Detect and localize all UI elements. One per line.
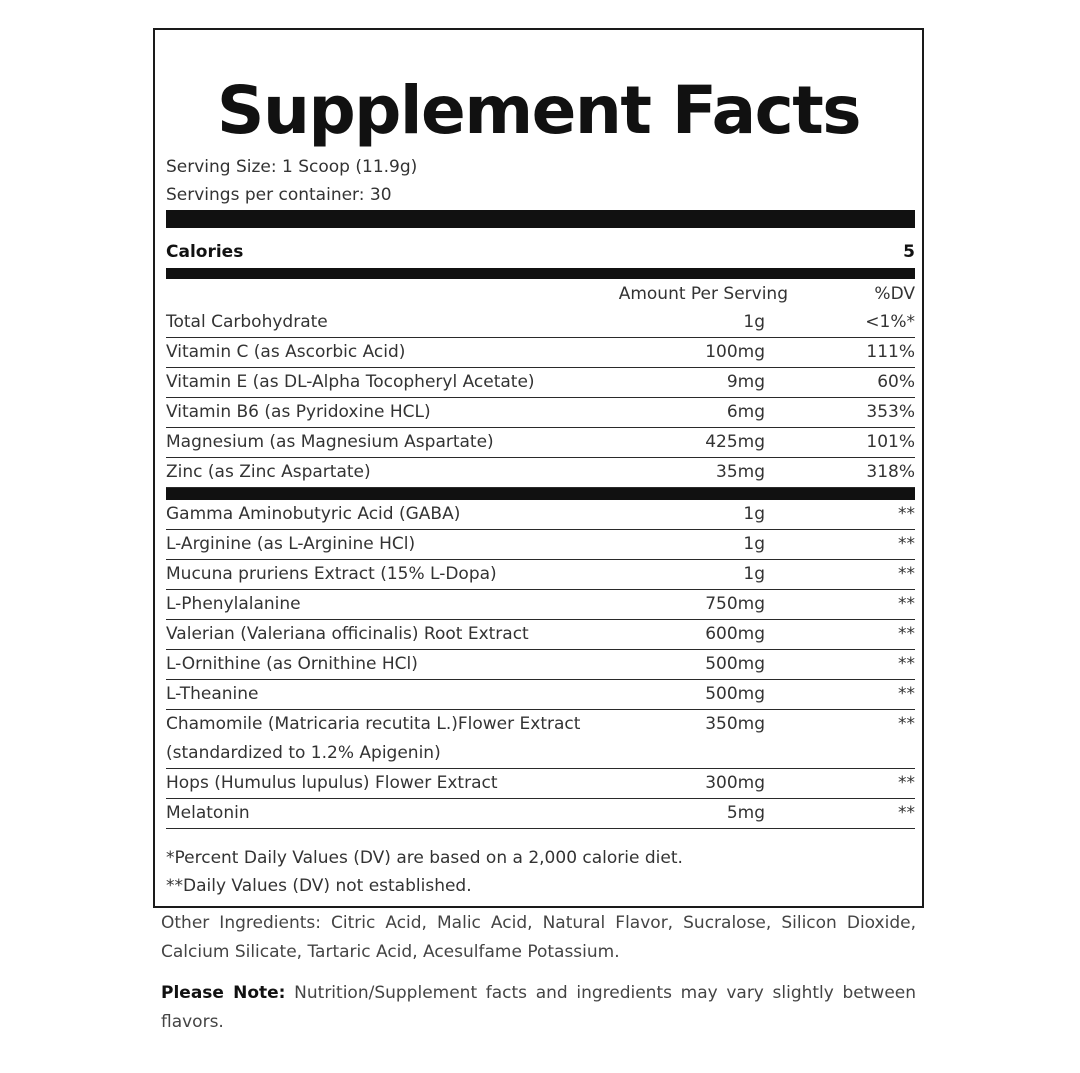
ingredient-row — [166, 530, 915, 560]
ingredient-row — [166, 769, 915, 799]
row-amount: 100mg — [705, 342, 765, 362]
other-ingredients: Other Ingredients: Citric Acid, Malic Acid, Natural Flavor, Sucralose, Silicon Dioxide, Calcium Silicate, Tartaric Acid, Acesulfame Potassium. — [161, 913, 916, 962]
ingredient-row — [166, 620, 915, 650]
ingredient-row — [166, 590, 915, 620]
ingredient-row — [166, 560, 915, 590]
row-dv: ** — [898, 714, 915, 734]
section-divider — [166, 488, 915, 500]
row-name: L-Ornithine (as Ornithine HCl) — [166, 654, 418, 674]
nutrient-row — [166, 338, 915, 368]
nutrient-row — [166, 428, 915, 458]
calories-value: 5 — [903, 242, 915, 262]
row-name: Total Carbohydrate — [166, 312, 328, 332]
row-dv: ** — [898, 564, 915, 584]
row-dv: 111% — [866, 342, 915, 362]
row-dv: 318% — [866, 462, 915, 482]
please-note-label: Please Note: — [161, 983, 286, 1003]
row-amount: 35mg — [716, 462, 765, 482]
nutrient-row — [166, 458, 915, 488]
row-name: Vitamin B6 (as Pyridoxine HCL) — [166, 402, 431, 422]
row-amount: 1g — [743, 312, 765, 332]
row-dv: ** — [898, 594, 915, 614]
row-name: Hops (Humulus lupulus) Flower Extract — [166, 773, 498, 793]
row-amount: 1g — [743, 564, 765, 584]
row-amount: 500mg — [705, 684, 765, 704]
row-amount: 6mg — [726, 402, 765, 422]
row-name-continued: (standardized to 1.2% Apigenin) — [166, 743, 441, 763]
row-amount: 600mg — [705, 624, 765, 644]
nutrient-row — [166, 398, 915, 428]
row-dv: 101% — [866, 432, 915, 452]
row-dv: ** — [898, 654, 915, 674]
row-name: Vitamin E (as DL-Alpha Tocopheryl Acetate) — [166, 372, 535, 392]
ingredient-row — [166, 799, 915, 829]
row-name: L-Theanine — [166, 684, 259, 704]
row-name: Magnesium (as Magnesium Aspartate) — [166, 432, 494, 452]
row-amount: 1g — [743, 504, 765, 524]
row-name: Mucuna pruriens Extract (15% L-Dopa) — [166, 564, 497, 584]
row-name: Valerian (Valeriana officinalis) Root Extract — [166, 624, 529, 644]
please-note — [161, 979, 916, 1037]
row-name: Vitamin C (as Ascorbic Acid) — [166, 342, 406, 362]
ingredient-row — [166, 500, 915, 530]
row-amount: 5mg — [726, 803, 765, 823]
row-name: Melatonin — [166, 803, 250, 823]
row-dv: 60% — [877, 372, 915, 392]
row-name: L-Phenylalanine — [166, 594, 301, 614]
row-dv: ** — [898, 504, 915, 524]
not-established-footnote: **Daily Values (DV) not established. — [166, 876, 472, 896]
nutrient-row — [166, 308, 915, 338]
row-dv: ** — [898, 773, 915, 793]
row-amount: 300mg — [705, 773, 765, 793]
panel-title: Supplement Facts — [216, 72, 861, 149]
row-dv: ** — [898, 624, 915, 644]
row-dv: ** — [898, 684, 915, 704]
ingredient-row — [166, 650, 915, 680]
row-name: Zinc (as Zinc Aspartate) — [166, 462, 371, 482]
row-name: L-Arginine (as L-Arginine HCl) — [166, 534, 416, 554]
row-dv: ** — [898, 534, 915, 554]
supplement-facts-panel — [153, 28, 924, 908]
row-dv: <1%* — [865, 312, 915, 332]
row-name: Gamma Aminobutyric Acid (GABA) — [166, 504, 461, 524]
row-dv: ** — [898, 803, 915, 823]
ingredient-row — [166, 680, 915, 710]
amount-header: Amount Per Serving — [618, 284, 788, 304]
calories-label: Calories — [166, 242, 244, 262]
row-amount: 425mg — [705, 432, 765, 452]
row-dv: 353% — [866, 402, 915, 422]
calories-row — [166, 242, 915, 262]
please-note-text: Nutrition/Supplement facts and ingredients may vary slightly between flavors. — [161, 983, 917, 1032]
row-amount: 1g — [743, 534, 765, 554]
thick-divider — [166, 210, 915, 228]
nutrient-row — [166, 368, 915, 398]
row-amount: 350mg — [705, 714, 765, 734]
serving-size: Serving Size: 1 Scoop (11.9g) — [166, 157, 418, 177]
row-amount: 750mg — [705, 594, 765, 614]
row-amount: 500mg — [705, 654, 765, 674]
servings-per-container: Servings per container: 30 — [166, 185, 392, 205]
medium-divider — [166, 268, 915, 279]
column-header-row — [166, 284, 915, 308]
dv-footnote: *Percent Daily Values (DV) are based on a 2,000 calorie diet. — [166, 848, 683, 868]
ingredient-row — [166, 710, 915, 769]
dv-header: %DV — [874, 284, 915, 304]
row-name: Chamomile (Matricaria recutita L.)Flower Extract — [166, 714, 581, 734]
row-amount: 9mg — [726, 372, 765, 392]
